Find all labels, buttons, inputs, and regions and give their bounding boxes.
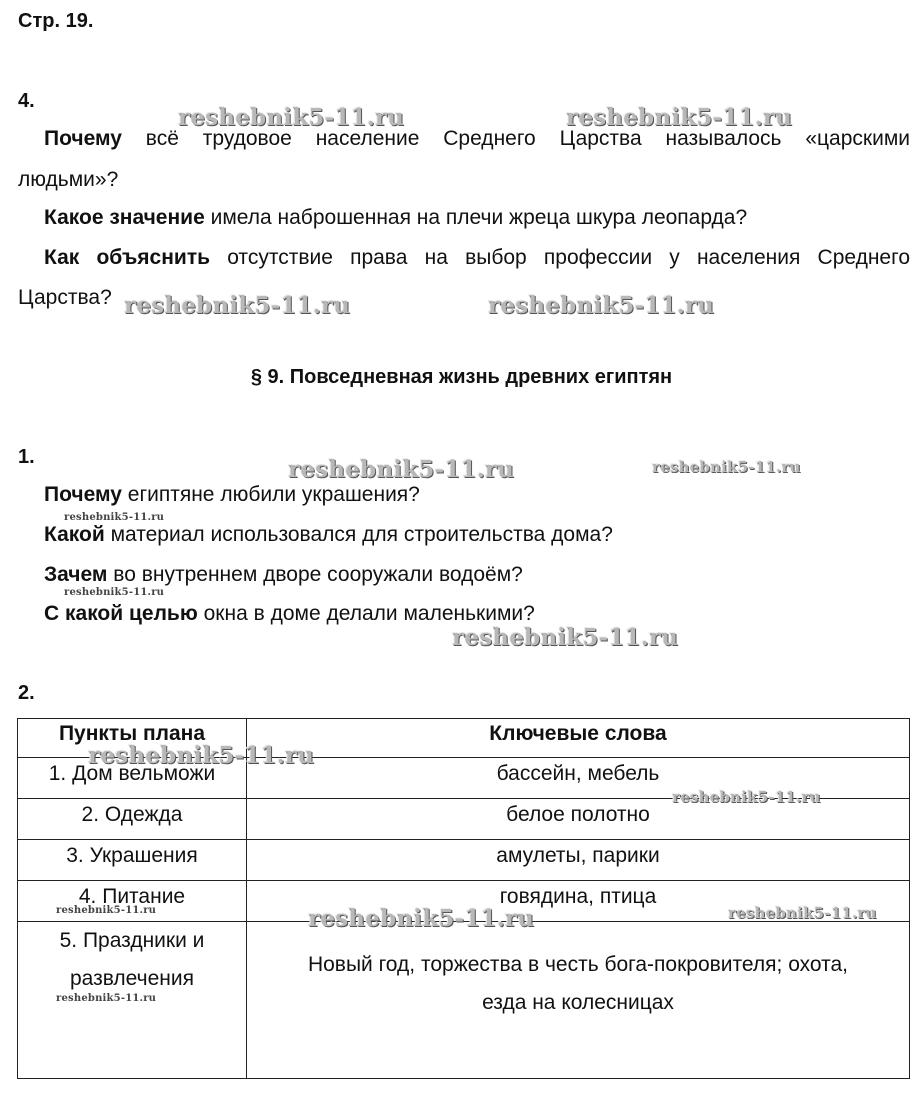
question-keyword: Как объяснить: [44, 246, 211, 269]
watermark: reshebnik5-11.ru: [488, 292, 715, 319]
table-row: [18, 758, 910, 799]
question-4-3-line1: [44, 246, 910, 270]
table-row: [18, 799, 910, 840]
watermark: reshebnik5-11.ru: [56, 905, 157, 916]
question-keyword: Какой: [44, 523, 105, 546]
table-row: [18, 840, 910, 881]
question-keyword: С какой целью: [44, 602, 198, 625]
watermark: reshebnik5-11.ru: [566, 104, 793, 131]
table-row: [18, 922, 910, 1079]
watermark: reshebnik5-11.ru: [652, 458, 801, 476]
question-text: египтяне любили украшения?: [127, 483, 420, 506]
plan-table: [17, 718, 910, 1079]
question-text: отсутствие права на выбор профессии у населения Среднего: [227, 246, 910, 269]
plan-cell: [18, 922, 247, 1079]
question-keyword: Какое значение: [44, 206, 205, 229]
watermark: reshebnik5-11.ru: [308, 905, 535, 932]
task1-question: [44, 602, 535, 626]
keywords-cell: [247, 922, 910, 1079]
plan-cell-line: развлечения: [70, 967, 194, 990]
question-keyword: Зачем: [44, 563, 108, 586]
watermark: reshebnik5-11.ru: [178, 104, 405, 131]
header-plan-points: Пункты плана: [18, 719, 247, 758]
task-number-2: 2.: [18, 682, 35, 704]
header-keywords: Ключевые слова: [247, 719, 910, 758]
keywords-cell: белое полотно: [247, 799, 910, 840]
question-keyword: Почему: [44, 127, 122, 150]
plan-cell: 3. Украшения: [18, 840, 247, 881]
plan-cell-line: 5. Праздники и: [59, 929, 205, 952]
table-row: [18, 881, 910, 922]
question-keyword: Почему: [44, 483, 122, 506]
question-4-2: [44, 206, 747, 230]
question-4-1-line2: людьми»?: [18, 168, 119, 191]
plan-cell: 4. Питание: [18, 881, 247, 922]
keywords-cell-line: езда на колесницах: [482, 991, 674, 1014]
watermark: reshebnik5-11.ru: [288, 456, 515, 483]
task1-question: [44, 483, 420, 507]
task1-question: [44, 563, 523, 587]
plan-cell: 2. Одежда: [18, 799, 247, 840]
page-label: Стр. 19.: [18, 10, 94, 32]
task-number-1: 1.: [18, 446, 35, 468]
watermark: reshebnik5-11.ru: [124, 292, 351, 319]
watermark: reshebnik5-11.ru: [88, 742, 315, 769]
question-text: материал использовался для строительства дома?: [110, 523, 613, 546]
question-4-3-line2: Царства?: [18, 286, 112, 309]
plan-cell: 1. Дом вельможи: [18, 758, 247, 799]
table-header-row: [18, 719, 910, 758]
keywords-cell: говядина, птица: [247, 881, 910, 922]
task1-question: [44, 523, 613, 547]
section-number-4: 4.: [18, 90, 35, 112]
keywords-cell: бассейн, мебель: [247, 758, 910, 799]
watermark: reshebnik5-11.ru: [452, 624, 679, 651]
watermark: reshebnik5-11.ru: [56, 993, 157, 1004]
watermark: reshebnik5-11.ru: [728, 904, 877, 922]
question-4-1-line1: [44, 127, 910, 151]
question-text: во внутреннем дворе сооружали водоём?: [113, 563, 523, 586]
watermark: reshebnik5-11.ru: [64, 512, 165, 523]
question-text: окна в доме делали маленькими?: [203, 602, 535, 625]
question-text: имела наброшенная на плечи жреца шкура леопарда?: [210, 206, 748, 229]
keywords-cell-line: Новый год, торжества в честь бога-покровителя; охота,: [307, 953, 849, 976]
watermark: reshebnik5-11.ru: [672, 788, 821, 806]
keywords-cell: амулеты, парики: [247, 840, 910, 881]
section-heading: § 9. Повседневная жизнь древних египтян: [250, 366, 673, 388]
watermark: reshebnik5-11.ru: [64, 587, 165, 598]
question-text: всё трудовое население Среднего Царства называлось «царскими: [145, 127, 910, 150]
